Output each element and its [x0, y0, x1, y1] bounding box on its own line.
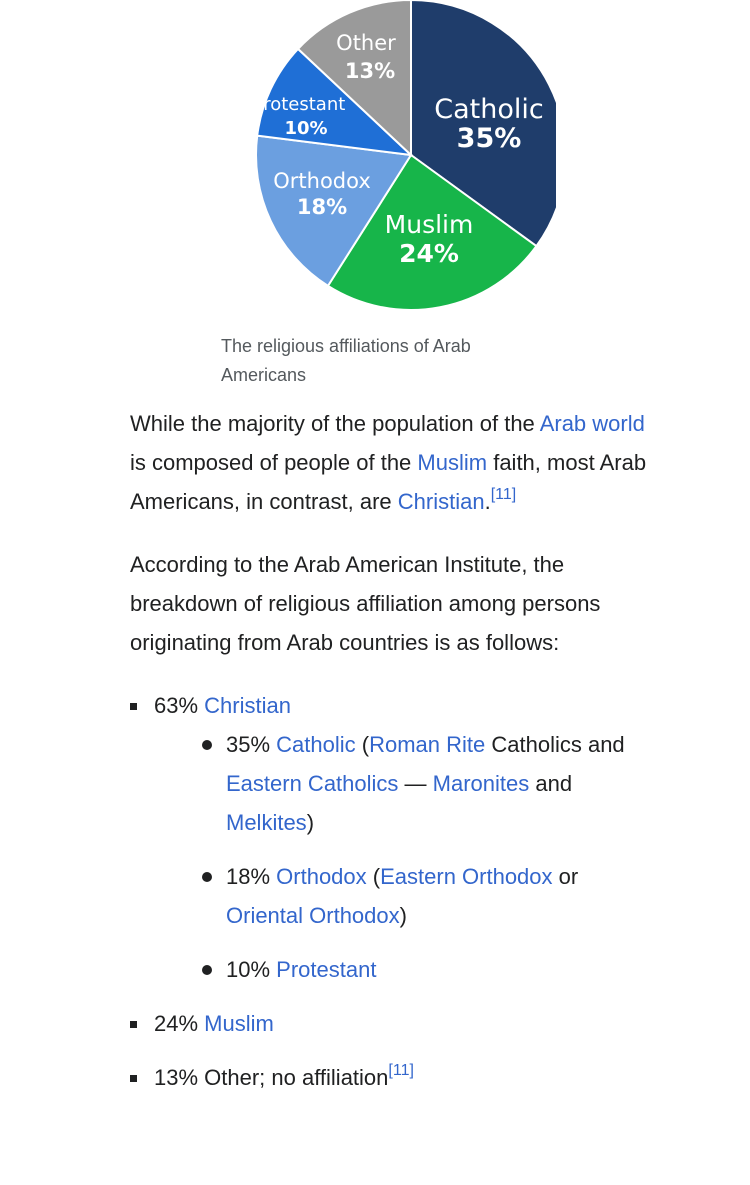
reference-11[interactable]: [11]: [388, 1061, 414, 1079]
text: 13% Other; no affiliation: [154, 1065, 389, 1090]
text: ): [306, 810, 315, 835]
link-eastern-orthodox[interactable]: Eastern Orthodox: [380, 864, 553, 889]
list-item-orthodox: [202, 857, 660, 935]
pie-value-other: 13%: [344, 59, 396, 83]
text: While the majority of the population of the: [130, 411, 540, 436]
pie-value-orthodox: 18%: [296, 195, 348, 219]
link-arab-world[interactable]: Arab world: [539, 411, 645, 436]
link-christian[interactable]: Christian: [397, 489, 485, 514]
text: or: [552, 864, 579, 889]
list-item-muslim: [130, 1004, 660, 1043]
reference-11[interactable]: [11]: [490, 485, 517, 503]
pie-label-muslim: Muslim: [384, 210, 474, 239]
link-eastern-catholics[interactable]: Eastern Catholics: [226, 771, 399, 796]
list-item-christian: [130, 686, 660, 989]
link-oriental-orthodox[interactable]: Oriental Orthodox: [226, 903, 400, 928]
pie-label-other: Other: [336, 31, 396, 55]
link-roman-rite[interactable]: Roman Rite: [369, 732, 486, 757]
paragraph-intro: [130, 404, 660, 521]
text: (: [355, 732, 370, 757]
text: ): [399, 903, 407, 928]
percent: 18%: [226, 864, 277, 889]
list-item-catholic: [202, 725, 660, 842]
text: faith, most Arab Americans, in contrast, are: [130, 450, 647, 514]
pie-value-muslim: 24%: [399, 239, 459, 268]
link-orthodox[interactable]: Orthodox: [276, 864, 367, 889]
pie-value-protestant: 10%: [284, 118, 328, 139]
percent: 63%: [154, 693, 205, 718]
text: is composed of people of the: [130, 450, 418, 475]
link-christian-list[interactable]: Christian: [204, 693, 291, 718]
pie-label-orthodox: Orthodox: [273, 169, 371, 193]
article-content: [130, 404, 660, 1112]
link-muslim-list[interactable]: Muslim: [204, 1011, 274, 1036]
pie-label-protestant: Protestant: [252, 94, 346, 115]
link-melkites[interactable]: Melkites: [226, 810, 307, 835]
paragraph-breakdown: According to the Arab American Institute, the breakdown of religious affiliation among persons originating from Arab countries is as follows:: [130, 552, 601, 655]
list-item-protestant: [202, 950, 660, 989]
text: and: [529, 771, 573, 796]
percent: 35%: [226, 732, 277, 757]
list-item-other: [130, 1058, 660, 1097]
link-catholic[interactable]: Catholic: [276, 732, 356, 757]
link-muslim[interactable]: Muslim: [417, 450, 488, 475]
religion-pie-chart: [236, 0, 556, 320]
percent: 24%: [154, 1011, 205, 1036]
text: —: [398, 771, 433, 796]
percent: 10%: [226, 957, 277, 982]
link-maronites[interactable]: Maronites: [432, 771, 530, 796]
text: Catholics and: [485, 732, 625, 757]
pie-label-catholic: Catholic: [434, 94, 544, 125]
affiliation-list: [130, 686, 660, 1097]
text: (: [366, 864, 381, 889]
figure-caption: The religious affiliations of Arab Americans: [221, 336, 471, 385]
link-protestant[interactable]: Protestant: [276, 957, 377, 982]
text: .: [484, 489, 491, 514]
pie-svg: [236, 0, 556, 320]
pie-value-catholic: 35%: [456, 123, 522, 154]
christian-sublist: [154, 725, 660, 989]
